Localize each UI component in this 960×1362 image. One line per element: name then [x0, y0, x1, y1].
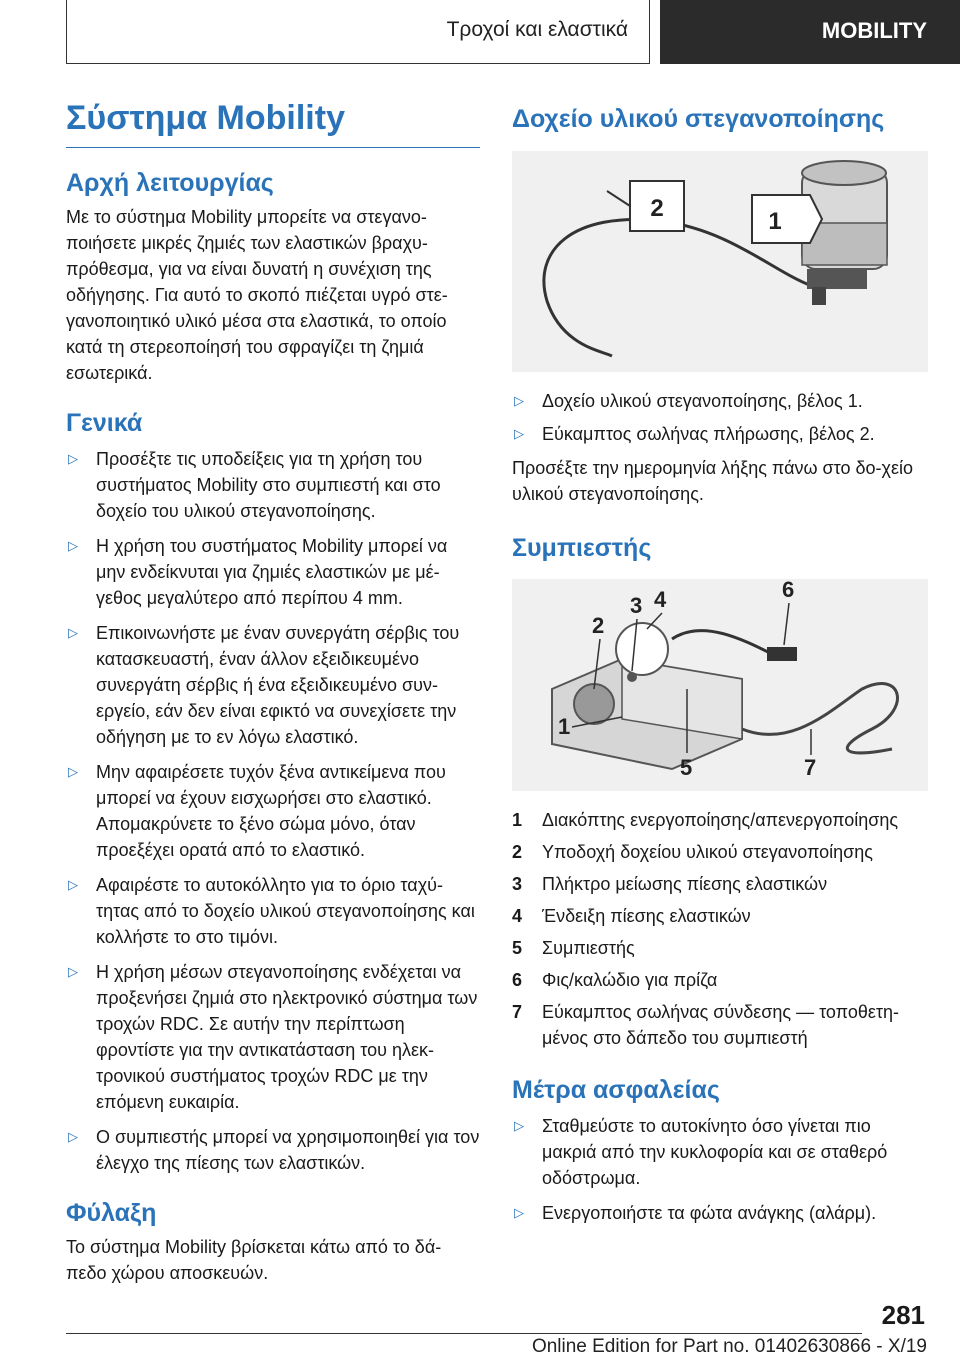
- list-item: ▷ Προσέξτε τις υποδείξεις για τη χρήση του συστήματος Mobility στο συμπιεστή και στο δοχείο του υλικού στεγανοποίησης.: [66, 446, 480, 524]
- list-item: ▷ Η χρήση του συστήματος Mobility μπορεί να μην ενδείκνυται για ζημιές ελαστικών με μέ-γεθος μεγαλύτερο από περίπου 4 mm.: [66, 533, 480, 611]
- callout-1: 1: [768, 208, 782, 235]
- list-item: ▷ Μην αφαιρέσετε τυχόν ξένα αντικείμενα που μπορεί να έχουν εισχωρήσει στο ελαστικό. Απομακρύνετε το ξένο σώμα μόνο, όταν προεξέχει ορατά από το ελαστικό.: [66, 759, 480, 863]
- general-list: [66, 446, 480, 1176]
- triangle-right-icon: ▷: [68, 538, 78, 554]
- callout-7: 7: [804, 755, 817, 780]
- container-heading: Δοχείο υλικού στεγανοποίησης: [512, 105, 885, 133]
- compressor-heading: Συμπιεστής: [512, 534, 652, 562]
- compressor-legend: [512, 807, 928, 1051]
- page-number: 281: [881, 1300, 925, 1330]
- callout-2: 2: [650, 195, 664, 222]
- triangle-right-icon: ▷: [514, 1205, 524, 1220]
- legend-item: 5 Συμπιεστής: [512, 938, 635, 958]
- legend-item: 2 Υποδοχή δοχείου υλικού στεγανοποίησης: [512, 842, 873, 862]
- triangle-right-icon: ▷: [68, 625, 78, 641]
- triangle-right-icon: ▷: [514, 426, 524, 441]
- list-item: ▷ Δοχείο υλικού στεγανοποίησης, βέλος 1.: [512, 388, 928, 414]
- compressor-figure: [512, 579, 928, 791]
- left-column: [66, 100, 480, 1286]
- edition-text: Online Edition for Part no. 01402630866 - X/19: [531, 1336, 927, 1357]
- triangle-right-icon: ▷: [514, 393, 524, 408]
- page-title: Σύστημα Mobility: [66, 100, 480, 148]
- legend-item: 4 Ένδειξη πίεσης ελαστικών: [512, 906, 751, 926]
- sealant-container-figure: [512, 151, 928, 372]
- container-note: Προσέξτε την ημερομηνία λήξης πάνω στο δο-χείο υλικού στεγανοποίησης.: [512, 458, 914, 504]
- triangle-right-icon: ▷: [68, 451, 78, 467]
- list-item: ▷ Ο συμπιεστής μπορεί να χρησιμοποιηθεί για τον έλεγχο της πίεσης των ελαστικών.: [66, 1124, 480, 1176]
- section-title: Τροχοί και ελαστικά: [446, 18, 628, 41]
- callout-4: 4: [654, 587, 667, 612]
- principle-heading: Αρχή λειτουργίας: [66, 169, 274, 198]
- callout-1: 1: [558, 714, 571, 739]
- chapter-tab: MOBILITY: [660, 0, 960, 64]
- legend-item: 6 Φις/καλώδιο για πρίζα: [512, 970, 718, 990]
- principle-text: Με το σύστημα Mobility μπορείτε να στεγανο-ποιήσετε μικρές ζημιές των ελαστικών βραχυ-πρόθεσμα, για να είναι δυνατή η συνέχιση της οδήγησης. Για αυτό το σκοπό πιέζεται υγρό στε-γανοποιητικό υλικό μέσα στα ελαστικά, το οποίο κατά τη στερεοποίησή του σφραγίζει τη ζημιά εσωτερικά.: [66, 207, 448, 384]
- triangle-right-icon: ▷: [68, 964, 78, 980]
- callout-6: 6: [782, 579, 795, 602]
- triangle-right-icon: ▷: [514, 1118, 524, 1133]
- storage-heading: Φύλαξη: [66, 1199, 157, 1228]
- right-column: [512, 100, 928, 1226]
- triangle-right-icon: ▷: [68, 877, 78, 893]
- footer-divider: [66, 1333, 862, 1334]
- list-item: ▷ Επικοινωνήστε με έναν συνεργάτη σέρβις του κατασκευαστή, έναν άλλον εξειδικευμένο συνεργάτη σέρβις ή ένα εξειδικευμένο συν-εργείο, εάν δεν είναι εφικτό να συνεχίσετε την οδήγηση με το εν λόγω ελαστικό.: [66, 620, 480, 750]
- list-item: ▷ Η χρήση μέσων στεγανοποίησης ενδέχεται να προξενήσει ζημιά στο ηλεκτρονικό σύστημα των τροχών RDC. Σε αυτήν την περίπτωση φροντίστε για την αντικατάσταση του ηλεκ-τρονικού συστήματος τροχών RDC με την επόμενη ευκαιρία.: [66, 959, 480, 1115]
- triangle-right-icon: ▷: [68, 764, 78, 780]
- list-item: ▷ Σταθμεύστε το αυτοκίνητο όσο γίνεται πιο μακριά από την κυκλοφορία και σε σταθερό οδόστρωμα.: [512, 1113, 928, 1191]
- legend-item: 7 Εύκαμπτος σωλήνας σύνδεσης — τοποθετη-μένος στο δάπεδο του συμπιεστή: [512, 1002, 900, 1048]
- legend-item: 3 Πλήκτρο μείωσης πίεσης ελαστικών: [512, 874, 828, 894]
- triangle-right-icon: ▷: [68, 1129, 78, 1145]
- safety-list: [512, 1113, 928, 1226]
- callout-2: 2: [592, 613, 605, 638]
- sealant-container-illustration: [512, 151, 928, 372]
- callout-5: 5: [680, 755, 693, 780]
- list-item: ▷ Ενεργοποιήστε τα φώτα ανάγκης (αλάρμ).: [512, 1200, 928, 1226]
- list-item: ▷ Αφαιρέστε το αυτοκόλλητο για το όριο ταχύ-τητας από το δοχείο υλικού στεγανοποίησης και κολλήστε το στο τιμόνι.: [66, 872, 480, 950]
- container-list: [512, 388, 928, 447]
- safety-heading: Μέτρα ασφαλείας: [512, 1076, 720, 1104]
- legend-item: 1 Διακόπτης ενεργοποίησης/απενεργοποίησης: [512, 810, 899, 830]
- general-heading: Γενικά: [66, 409, 143, 438]
- storage-text: Το σύστημα Mobility βρίσκεται κάτω από το δά-πεδο χώρου αποσκευών.: [66, 1237, 442, 1284]
- list-item: ▷ Εύκαμπτος σωλήνας πλήρωσης, βέλος 2.: [512, 421, 928, 447]
- compressor-illustration: [512, 579, 928, 791]
- callout-3: 3: [630, 593, 643, 618]
